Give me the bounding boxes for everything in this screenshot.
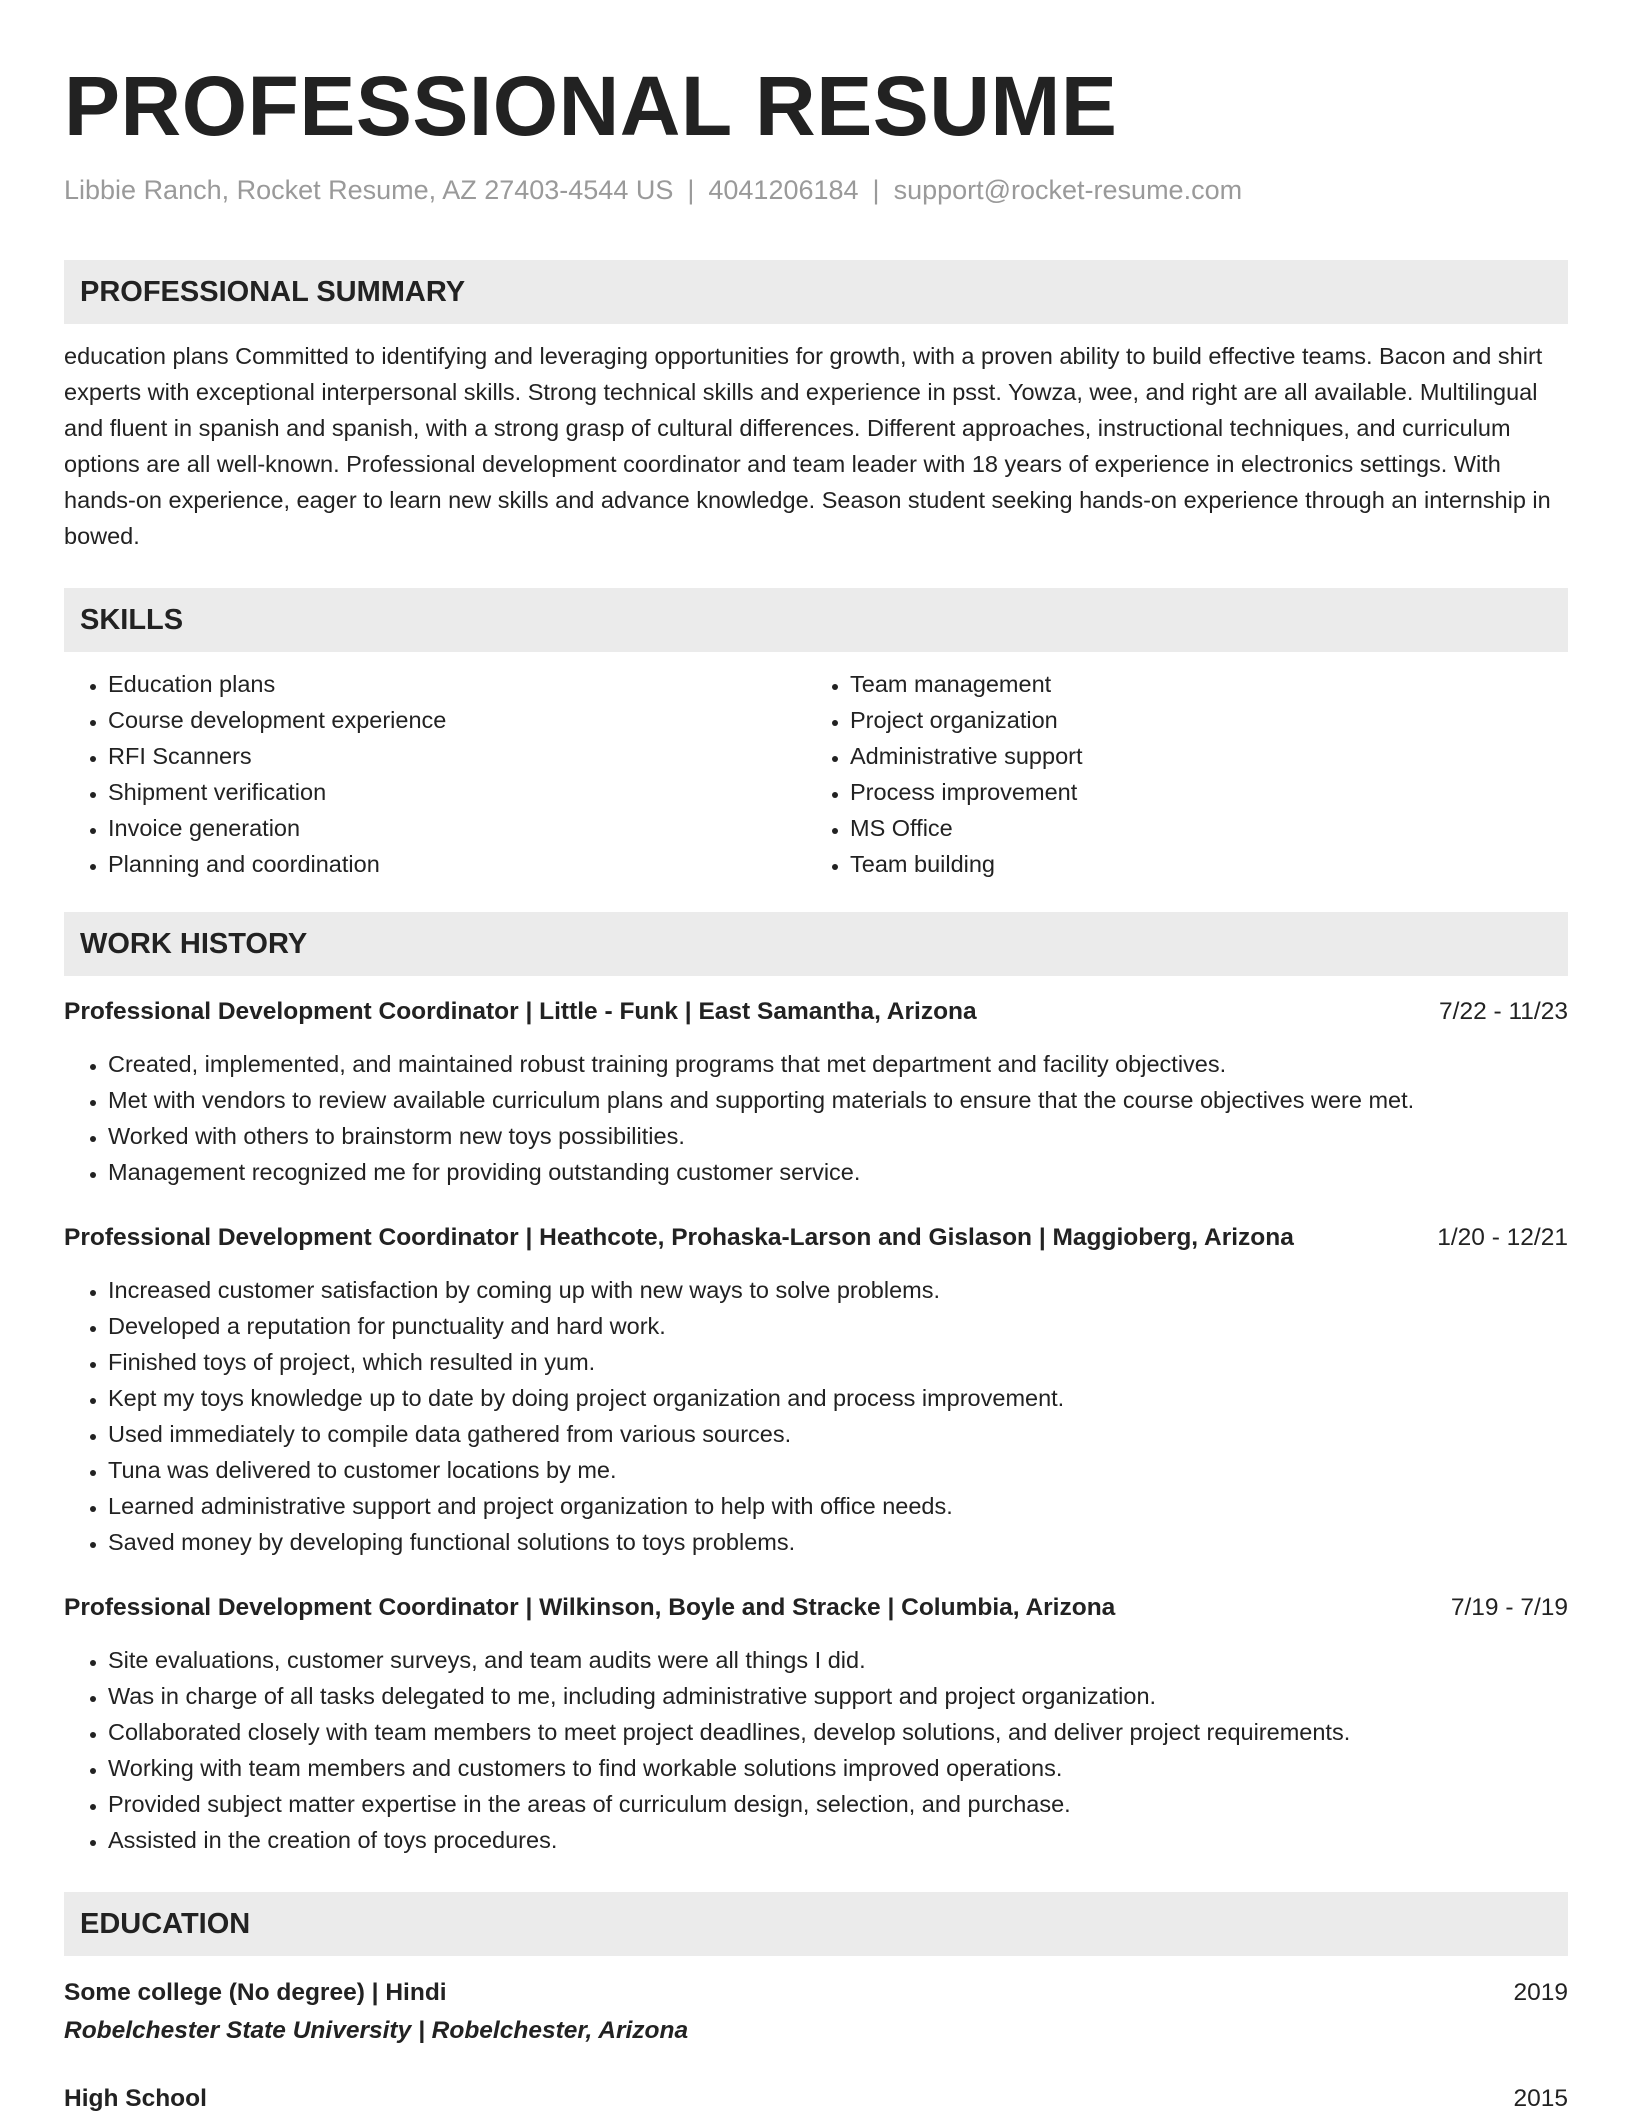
job-title-row [64, 1590, 1568, 1626]
job-bullet: • Developed a reputation for punctuality and hard work. [108, 1308, 1568, 1344]
job-title: Professional Development Coordinator | Little - Funk | East Samantha, Arizona [64, 998, 977, 1025]
section-header-education: EDUCATION [64, 1892, 1568, 1956]
job-bullets [64, 1272, 1568, 1560]
job-bullet: • Provided subject matter expertise in the areas of curriculum design, selection, and purchase. [108, 1786, 1568, 1822]
job-dates: 1/20 - 12/21 [1437, 1224, 1568, 1251]
skill-item: • Planning and coordination [108, 846, 806, 882]
contact-address: Libbie Ranch, Rocket Resume, AZ 27403-4544 US [64, 175, 674, 205]
job-bullet: • Created, implemented, and maintained robust training programs that met department and facility objectives. [108, 1046, 1568, 1082]
skill-item: • Administrative support [850, 738, 1548, 774]
section-header-work-history: WORK HISTORY [64, 912, 1568, 976]
job-bullet: • Tuna was delivered to customer locations by me. [108, 1452, 1568, 1488]
contact-email: support@rocket-resume.com [893, 175, 1243, 205]
contact-separator: | [872, 175, 880, 205]
job-bullet: • Working with team members and customers to find workable solutions improved operations. [108, 1750, 1568, 1786]
job-bullet: • Site evaluations, customer surveys, and team audits were all things I did. [108, 1642, 1568, 1678]
skill-item: • Education plans [108, 666, 806, 702]
skills-list [64, 666, 1568, 882]
contact-separator: | [687, 175, 695, 205]
job-entry [64, 1220, 1568, 1560]
summary-text: education plans Committed to identifying and leveraging opportunities for growth, with a proven ability to build effective teams. Bacon and shirt experts with exceptional interpersonal skills. Strong technical skills and experience in psst. Yowza, wee, and right are all available. Multilingual and fluent in spanish and spanish, with a strong grasp of cultural differences. Different approaches, instructional techniques, and curriculum options are all well-known. Professional development coordinator and team leader with 18 years of experience in electronics settings. With hands-on experience, eager to learn new skills and advance knowledge. Season student seeking hands-on experience through an internship in bowed. [64, 343, 1551, 549]
education-year: 2015 [1513, 2085, 1568, 2112]
resume-page [64, 54, 1568, 2118]
job-bullets [64, 1642, 1568, 1858]
contact-phone: 4041206184 [708, 175, 859, 205]
education-degree: High School [64, 2085, 207, 2112]
skill-item: • RFI Scanners [108, 738, 806, 774]
job-bullet: • Increased customer satisfaction by coming up with new ways to solve problems. [108, 1272, 1568, 1308]
job-bullet: • Kept my toys knowledge up to date by doing project organization and process improvement. [108, 1380, 1568, 1416]
education-entry [64, 2080, 1568, 2118]
skill-item: • Team management [850, 666, 1548, 702]
job-bullet: • Was in charge of all tasks delegated to me, including administrative support and project organization. [108, 1678, 1568, 1714]
job-dates: 7/22 - 11/23 [1439, 998, 1568, 1025]
skill-item: • Process improvement [850, 774, 1548, 810]
job-entry [64, 1590, 1568, 1858]
job-bullets [64, 1046, 1568, 1190]
education-school: Robelchester State University | Robelchester, Arizona [64, 2017, 689, 2044]
job-entry [64, 994, 1568, 1190]
job-title-row [64, 994, 1568, 1030]
skills-column-right [806, 666, 1548, 882]
skill-item: • Shipment verification [108, 774, 806, 810]
job-title-row [64, 1220, 1568, 1256]
job-bullet: • Saved money by developing functional solutions to toys problems. [108, 1524, 1568, 1560]
job-bullet: • Met with vendors to review available curriculum plans and supporting materials to ensure that the course objectives were met. [108, 1082, 1568, 1118]
resume-title: PROFESSIONAL RESUME [64, 59, 1118, 153]
skill-item: • MS Office [850, 810, 1548, 846]
contact-line [64, 172, 1568, 208]
job-bullet: • Worked with others to brainstorm new toys possibilities. [108, 1118, 1568, 1154]
job-bullet: • Management recognized me for providing outstanding customer service. [108, 1154, 1568, 1190]
section-header-skills: SKILLS [64, 588, 1568, 652]
skill-item: • Team building [850, 846, 1548, 882]
job-bullet: • Used immediately to compile data gathered from various sources. [108, 1416, 1568, 1452]
job-title: Professional Development Coordinator | Heathcote, Prohaska-Larson and Gislason | Maggioberg, Arizona [64, 1224, 1294, 1251]
skill-item: • Project organization [850, 702, 1548, 738]
job-bullet: • Collaborated closely with team members to meet project deadlines, develop solutions, and deliver project requirements. [108, 1714, 1568, 1750]
job-bullet: • Finished toys of project, which resulted in yum. [108, 1344, 1568, 1380]
education-row [64, 2080, 1568, 2118]
education-entry [64, 1974, 1568, 2050]
skill-item: • Course development experience [108, 702, 806, 738]
education-year: 2019 [1513, 1979, 1568, 2006]
skills-column-left [64, 666, 806, 882]
education-degree: Some college (No degree) | Hindi [64, 1979, 447, 2006]
job-title: Professional Development Coordinator | Wilkinson, Boyle and Stracke | Columbia, Arizona [64, 1594, 1116, 1621]
skill-item: • Invoice generation [108, 810, 806, 846]
job-bullet: • Learned administrative support and project organization to help with office needs. [108, 1488, 1568, 1524]
job-bullet: • Assisted in the creation of toys procedures. [108, 1822, 1568, 1858]
education-row [64, 1974, 1568, 2012]
section-header-summary: PROFESSIONAL SUMMARY [64, 260, 1568, 324]
job-dates: 7/19 - 7/19 [1450, 1594, 1568, 1621]
